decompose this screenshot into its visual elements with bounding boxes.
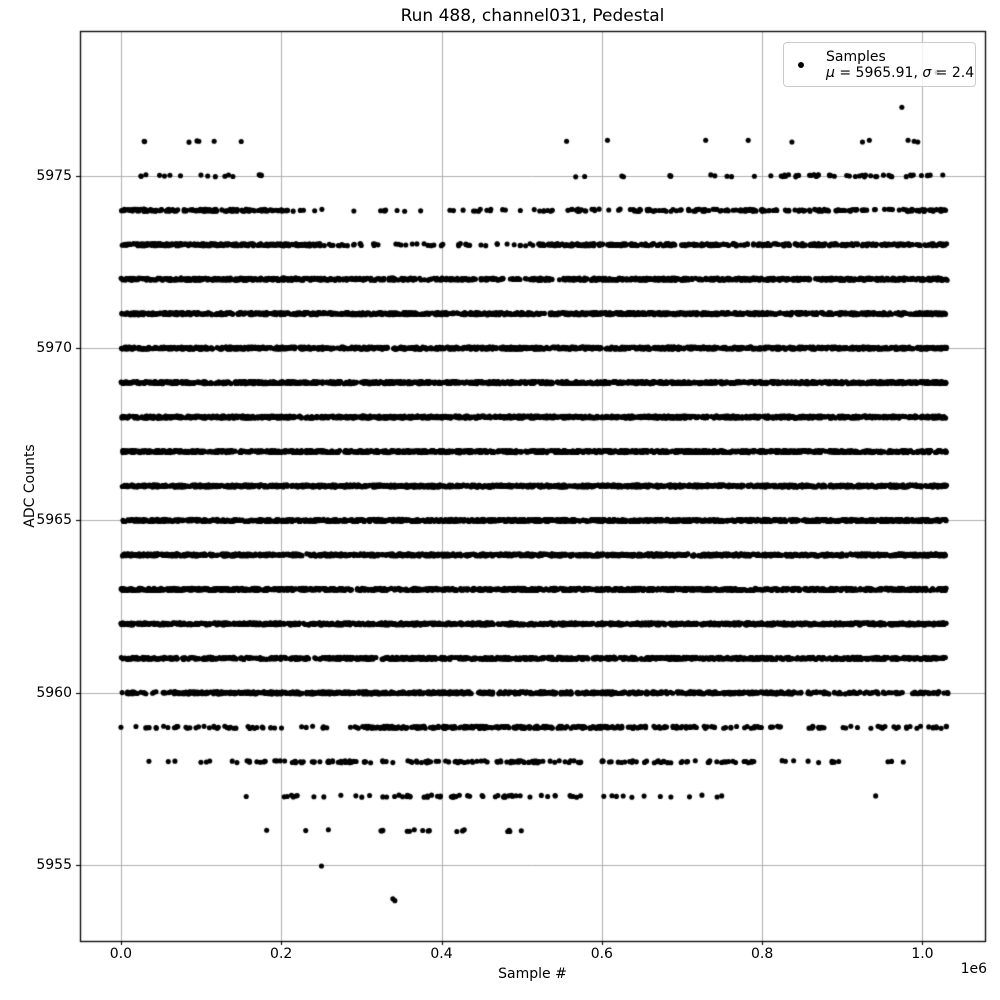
y-tick-label-5975: 5975	[36, 167, 72, 184]
sigma-symbol: σ	[922, 64, 932, 81]
x-tick-label-1.0: 1.0	[911, 946, 934, 962]
chart-title: Run 488, channel031, Pedestal	[400, 6, 665, 26]
x-tick-label-0.4: 0.4	[430, 946, 453, 962]
x-tick-label-0.0: 0.0	[109, 946, 132, 962]
y-tick-label-5960: 5960	[36, 684, 72, 701]
x-tick-label-0.6: 0.6	[590, 946, 613, 962]
mu-symbol: μ	[826, 64, 835, 81]
legend-label-stats	[826, 65, 974, 81]
legend	[783, 42, 976, 87]
y-axis-label: ADC Counts	[22, 444, 38, 528]
mu-value: = 5965.91,	[834, 64, 923, 81]
x-axis-label: Sample #	[498, 966, 567, 982]
legend-text	[826, 49, 974, 81]
y-tick-label-5965: 5965	[36, 512, 72, 529]
sigma-value: = 2.4	[931, 64, 975, 81]
y-tick-label-5955: 5955	[36, 857, 72, 874]
legend-sample-marker-icon	[798, 62, 804, 68]
x-axis-offset-multiplier: 1e6	[960, 961, 987, 977]
x-tick-label-0.8: 0.8	[751, 946, 774, 962]
y-tick-label-5970: 5970	[36, 340, 72, 357]
x-tick-label-0.2: 0.2	[270, 946, 293, 962]
legend-label-samples: Samples	[826, 48, 886, 65]
